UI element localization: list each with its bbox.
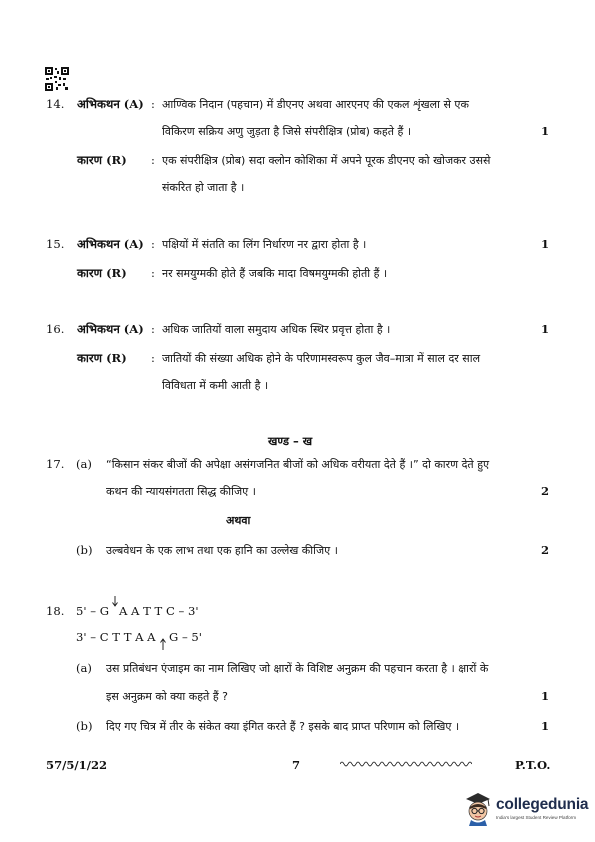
q14-assertion-line2: विकिरण सक्रिय अणु जुड़ता है जिसे संपरीक्षित्र (प्रोब) कहते हैं ।: [162, 125, 411, 138]
q16-reason-line2: विविधता में कमी आती है ।: [162, 379, 269, 392]
q18-b-marks: 1: [541, 719, 550, 733]
q17-number: 17.: [46, 457, 65, 471]
q14-reason-label: कारण (R): [77, 153, 127, 167]
q16-number: 16.: [46, 322, 65, 336]
cut-arrow-up-icon: [159, 637, 167, 650]
q18-number: 18.: [46, 604, 65, 618]
q17-b-line1: उल्बवेधन के एक लाभ तथा एक हानि का उल्लेख कीजिए ।: [106, 544, 338, 557]
q15-reason-colon: :: [151, 266, 155, 280]
q18-a-marks: 1: [541, 689, 550, 703]
qr-code-icon: [45, 67, 69, 91]
logo-wordmark: collegedunia: [496, 796, 589, 813]
q17-b-marks: 2: [541, 543, 550, 557]
q17-a-line1: “किसान संकर बीजों की अपेक्षा असंगजनित बीजों को अधिक वरीयता देते हैं ।” दो कारण देते हुए: [106, 458, 490, 471]
q17-a-label: (a): [76, 457, 92, 471]
cut-arrow-down-icon: [111, 596, 119, 608]
q18-b-line1: दिए गए चित्र में तीर के संकेत क्या इंगित करते हैं ? इसके बाद प्राप्त परिणाम को लिखिए ।: [106, 720, 460, 733]
footer-paper-code: 57/5/1/22: [46, 758, 108, 772]
q14-number: 14.: [46, 97, 65, 111]
q16-reason-colon: :: [151, 351, 155, 365]
q17-a-line2: कथन की न्यायसंगतता सिद्ध कीजिए ।: [106, 485, 256, 498]
q15-assertion-label: अभिकथन (A): [77, 237, 144, 251]
q14-assertion-line1: आण्विक निदान (पहचान) में डीएनए अथवा आरएनए की एकल शृंखला से एक: [162, 98, 469, 111]
q18-a-label: (a): [76, 661, 92, 675]
q18-b-label: (b): [76, 719, 93, 733]
q17-or-text: अथवा: [226, 514, 251, 527]
q18-strand1-right: A A T T C – 3': [119, 604, 199, 618]
q15-reason-line1: नर समयुग्मकी होते हैं जबकि मादा विषमयुग्मकी होती हैं ।: [162, 267, 388, 280]
q18-a-line2: इस अनुक्रम को क्या कहते हैं ?: [106, 690, 229, 703]
q16-reason-label: कारण (R): [77, 351, 127, 365]
q18-a-line1: उस प्रतिबंधन एंजाइम का नाम लिखिए जो क्षारों के विशिष्ट अनुक्रम की पहचान करता है । क्षारों के: [106, 662, 489, 675]
footer-pto: P.T.O.: [515, 758, 551, 772]
q14-reason-line2: संकरित हो जाता है ।: [162, 181, 245, 194]
q14-assertion-label: अभिकथन (A): [77, 97, 144, 111]
q14-assertion-colon: :: [151, 97, 155, 111]
q15-assertion-line1: पक्षियों में संतति का लिंग निर्धारण नर द्वारा होता है ।: [162, 238, 367, 251]
q15-number: 15.: [46, 237, 65, 251]
q15-reason-label: कारण (R): [77, 266, 127, 280]
q15-marks: 1: [541, 237, 550, 251]
section-heading: खण्ड – ख: [268, 434, 313, 448]
q18-strand2-right: G – 5': [169, 630, 202, 644]
q16-assertion-colon: :: [151, 322, 155, 336]
q16-marks: 1: [541, 322, 550, 336]
q16-assertion-line1: अधिक जातियों वाला समुदाय अधिक स्थिर प्रवृत्त होता है ।: [162, 323, 391, 336]
q15-assertion-colon: :: [151, 237, 155, 251]
logo-tagline: India's largest Student Review Platform: [496, 815, 577, 820]
footer-page-number: 7: [292, 758, 301, 772]
q17-b-label: (b): [76, 543, 93, 557]
q14-reason-colon: :: [151, 153, 155, 167]
q17-a-marks: 2: [541, 484, 550, 498]
q18-strand1-left: 5' – G: [76, 604, 109, 618]
student-mascot-icon: [463, 790, 493, 826]
q16-reason-line1: जातियों की संख्या अधिक होने के परिणामस्वरूप कुल जैव–मात्रा में साल दर साल: [162, 352, 481, 365]
q14-reason-line1: एक संपरीक्षित्र (प्रोब) सदा क्लोन कोशिका में अपने पूरक डीएनए को खोजकर उससे: [162, 154, 491, 167]
wavy-line-divider: [340, 759, 472, 769]
q16-assertion-label: अभिकथन (A): [77, 322, 144, 336]
q14-marks: 1: [541, 124, 550, 138]
q18-strand2-left: 3' – C T T A A: [76, 630, 156, 644]
